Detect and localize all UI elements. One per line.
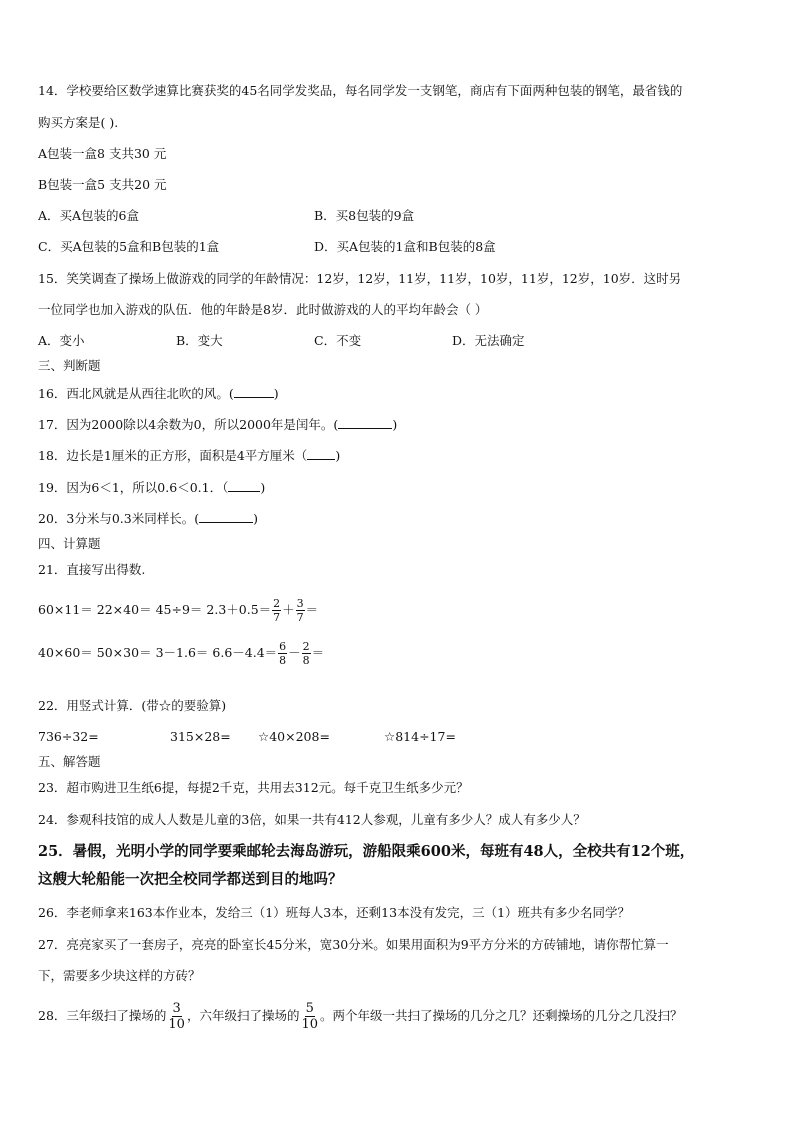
q18-line [38,447,340,464]
q21-item-9: 6.6－4.4＝ [212,645,278,660]
q21-item-1: 60×11＝ [38,602,93,617]
section-heading-judgement: 三、判断题 [38,358,101,373]
q16-text: 16．西北风就是从西往北吹的风。( [38,386,234,401]
q15-option-c: C．不变 [314,333,362,348]
q21-title: 21．直接写出得数. [38,562,146,577]
fraction-2-8: $\frac{2}{8}$ [302,640,310,667]
fraction-3-10: $\frac{3}{10}$ [168,1001,185,1032]
q28-line [38,996,683,1036]
q18-text: 18．边长是1厘米的正方形，面积是4平方厘米（ [38,448,308,463]
q25-line1: 25．暑假，光明小学的同学要乘邮轮去海岛游玩，游船限乘600米，每班有48人，全校共有12个班， [38,843,695,860]
q14-option-d: D．买A包装的1盒和B包装的8盒 [314,239,496,254]
q25-line2: 这艘大轮船能一次把全校同学都送到目的地吗？ [38,871,343,888]
q15-stem-line1: 15．笑笑调查了操场上做游戏的同学的年龄情况：12岁，12岁，11岁，11岁，10岁，11岁，12岁，10岁．这时另 [38,271,682,286]
q14-stem-line2: 购买方案是( ). [38,115,119,130]
equals-sign: ＝ [311,645,325,660]
q17-text: 17．因为2000除以4余数为0，所以2000年是闰年。( [38,417,339,432]
q17-answer-blank[interactable] [338,416,392,429]
plus-operator: ＋ [282,602,295,617]
q14-pack-b: B包装一盒5 支共20 元 [38,177,167,192]
q16-close-paren: ) [273,386,279,401]
q19-close-paren: ) [260,480,266,495]
q14-option-b: B．买8包装的9盒 [314,208,415,223]
q21-row1 [38,597,318,624]
q21-item-3: 45÷9＝ [155,602,203,617]
fraction-2-7: $\frac{2}{7}$ [273,597,281,624]
q21-item-6: 40×60＝ [38,645,93,660]
q28-text-mid: ，六年级扫了操场的 [186,1008,300,1023]
q20-line [38,510,258,527]
q20-close-paren: ) [253,511,259,526]
q21-item-4: 2.3＋0.5＝ [206,602,272,617]
q15-option-a: A．变小 [38,333,85,348]
q26-text: 26．李老师拿来163本作业本，发给三（1）班每人3本，还剩13本没有发完，三（1）班共有多少名同学？ [38,905,631,920]
q22-item-c: ☆40×208= [258,729,330,744]
q22-item-b: 315×28= [170,729,231,744]
section-heading-word-problems: 五、解答题 [38,754,101,769]
equals-sign: ＝ [305,602,319,617]
q16-line [38,385,279,402]
q28-text-pre: 28．三年级扫了操场的 [38,1008,167,1023]
q17-close-paren: ) [392,417,398,432]
q16-answer-blank[interactable] [234,385,274,398]
q20-text: 20．3分米与0.3米同样长。( [38,511,200,526]
q20-answer-blank[interactable] [199,510,253,523]
q18-close-paren: ) [335,448,341,463]
q21-item-2: 22×40＝ [96,602,152,617]
q27-line2: 下，需要多少块这样的方砖？ [38,968,201,983]
q15-stem-line2: 一位同学也加入游戏的队伍．他的年龄是8岁．此时做游戏的人的平均年龄会（ ） [38,302,488,317]
q24-text: 24．参观科技馆的成人人数是儿童的3倍，如果一共有412人参观，儿童有多少人？成人有多少人？ [38,812,586,827]
q21-item-8: 3－1.6＝ [155,645,209,660]
q15-option-b: B．变大 [176,333,223,348]
q14-stem-line1: 14．学校要给区数学速算比赛获奖的45名同学发奖品，每名同学发一支钢笔，商店有下面两种包装的钢笔，最省钱的 [38,83,683,98]
q15-option-d: D．无法确定 [452,333,525,348]
q19-answer-blank[interactable] [228,479,260,492]
q28-text-post: 。两个年级一共扫了操场的几分之几？还剩操场的几分之几没扫？ [320,1008,683,1023]
fraction-5-10: $\frac{5}{10}$ [301,1001,319,1032]
q23-text: 23．超市购进卫生纸6提，每提2千克，共用去312元。每千克卫生纸多少元？ [38,780,469,795]
q18-answer-blank[interactable] [307,447,335,460]
q22-title: 22．用竖式计算．(带☆的要验算) [38,698,227,713]
fraction-6-8: $\frac{6}{8}$ [279,640,287,667]
q17-line [38,416,397,433]
minus-operator: － [288,645,301,660]
q19-text: 19．因为6＜1，所以0.6＜0.1．（ [38,480,229,495]
q19-line [38,479,265,496]
fraction-3-7: $\frac{3}{7}$ [296,597,304,624]
q27-line1: 27．亮亮家买了一套房子，亮亮的卧室长45分米，宽30分米。如果用面积为9平方分米的方砖铺地，请你帮忙算一 [38,937,669,952]
q14-option-c: C．买A包装的5盒和B包装的1盒 [38,239,220,254]
q14-option-a: A．买A包装的6盒 [38,208,140,223]
q22-item-d: ☆814÷17= [384,729,456,744]
q21-item-7: 50×30＝ [96,645,152,660]
q21-row2 [38,640,324,667]
q14-pack-a: A包装一盒8 支共30 元 [38,146,167,161]
q22-item-a: 736÷32= [38,729,99,744]
section-heading-calculation: 四、计算题 [38,536,101,551]
